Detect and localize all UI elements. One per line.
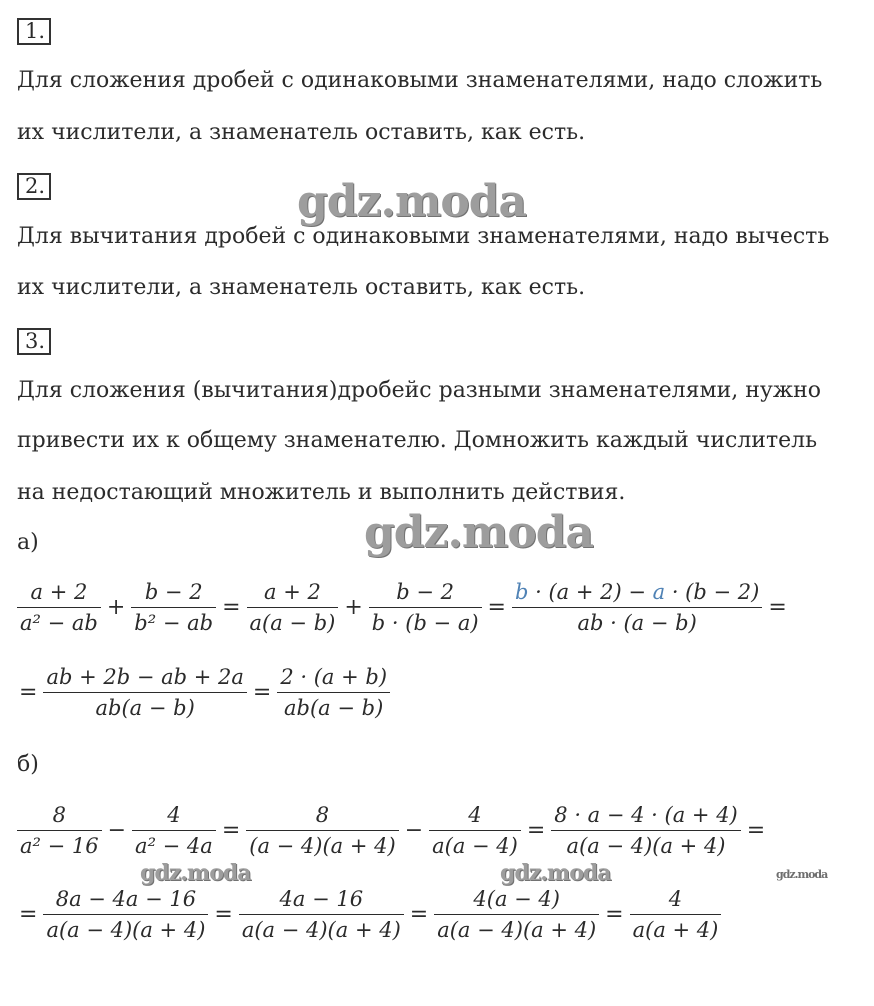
fraction: $\frac{8a - 4a - 16}{a(a - 4)(a + 4)}$ <box>43 884 208 945</box>
fraction: $\frac{8}{(a - 4)(a + 4)}$ <box>246 800 398 861</box>
equation-row: $\frac{a + 2}{\text{a² − ab}}$ + $\frac{b - 2}{\text{b² − ab}}$ = $\frac{a + 2}{a(a - b)}$ + $\frac{b - 2}{b \cdot (b - a)}$ = $\frac{b \cdot (a + 2) - a \cdot (b - 2)}{ab \cdot (a - b)}$ = <box>15 577 791 638</box>
fraction: $\frac{4(a - 4)}{a(a - 4)(a + 4)}$ <box>434 884 599 945</box>
fraction: $\frac{4}{a(a + 4)}$ <box>630 884 722 945</box>
watermark: gdz.moda <box>140 860 251 886</box>
fraction: $\frac{4}{a(a - 4)}$ <box>429 800 521 861</box>
section-number: 2. <box>17 173 51 200</box>
text-line: их числители, а знаменатель оставить, как есть. <box>17 275 586 300</box>
equation-row: = $\frac{ab + 2b - ab + 2a}{ab(a - b)}$ = $\frac{2 \cdot (a + b)}{ab(a - b)}$ <box>15 662 392 723</box>
equation-row: = $\frac{8a - 4a - 16}{a(a - 4)(a + 4)}$ = $\frac{4a - 16}{a(a - 4)(a + 4)}$ = $\frac{4(a - 4)}{a(a - 4)(a + 4)}$ = $\frac{4}{a(a + 4)}$ <box>15 884 723 945</box>
text-line: на недостающий множитель и выполнить действия. <box>17 480 626 505</box>
text-line: Для вычитания дробей с одинаковыми знаменателями, надо вычесть <box>17 224 830 249</box>
part-label: б) <box>17 752 39 777</box>
fraction: $\frac{8 \cdot a - 4 \cdot (a + 4)}{a(a - 4)(a + 4)}$ <box>551 800 740 861</box>
fraction: $\frac{4a - 16}{a(a - 4)(a + 4)}$ <box>239 884 404 945</box>
fraction: $\frac{b \cdot (a + 2) - a \cdot (b - 2)}{ab \cdot (a - b)}$ <box>512 577 762 638</box>
text-line: привести их к общему знаменателю. Домножить каждый числитель <box>17 428 818 453</box>
part-label: а) <box>17 530 39 555</box>
text-line: Для сложения дробей с одинаковыми знаменателями, надо сложить <box>17 68 823 93</box>
watermark: gdz.moda <box>297 176 527 227</box>
fraction: $\frac{b - 2}{b \cdot (b - a)}$ <box>369 577 482 638</box>
watermark: gdz.moda <box>500 860 611 886</box>
watermark: gdz.moda <box>364 507 594 558</box>
equation-row: $\frac{8}{\text{a² − 16}}$ − $\frac{4}{\text{a² − 4a}}$ = $\frac{8}{(a - 4)(a + 4)}$ − $\frac{4}{a(a - 4)}$ = $\frac{8 \cdot a - 4 \cdot (a + 4)}{a(a - 4)(a + 4)}$ = <box>15 800 769 861</box>
watermark: gdz.moda <box>776 868 828 881</box>
section-number: 1. <box>17 18 51 45</box>
fraction: $\frac{4}{\text{a² − 4a}}$ <box>132 800 216 861</box>
text-line: их числители, а знаменатель оставить, как есть. <box>17 120 586 145</box>
fraction: $\frac{8}{\text{a² − 16}}$ <box>17 800 102 861</box>
text-line: Для сложения (вычитания)дробейс разными знаменателями, нужно <box>17 378 821 403</box>
fraction: $\frac{a + 2}{a(a - b)}$ <box>247 577 339 638</box>
fraction: $\frac{b - 2}{\text{b² − ab}}$ <box>131 577 216 638</box>
fraction: $\frac{a + 2}{\text{a² − ab}}$ <box>17 577 101 638</box>
section-number: 3. <box>17 328 51 355</box>
fraction: $\frac{ab + 2b - ab + 2a}{ab(a - b)}$ <box>43 662 246 723</box>
fraction: $\frac{2 \cdot (a + b)}{ab(a - b)}$ <box>277 662 390 723</box>
